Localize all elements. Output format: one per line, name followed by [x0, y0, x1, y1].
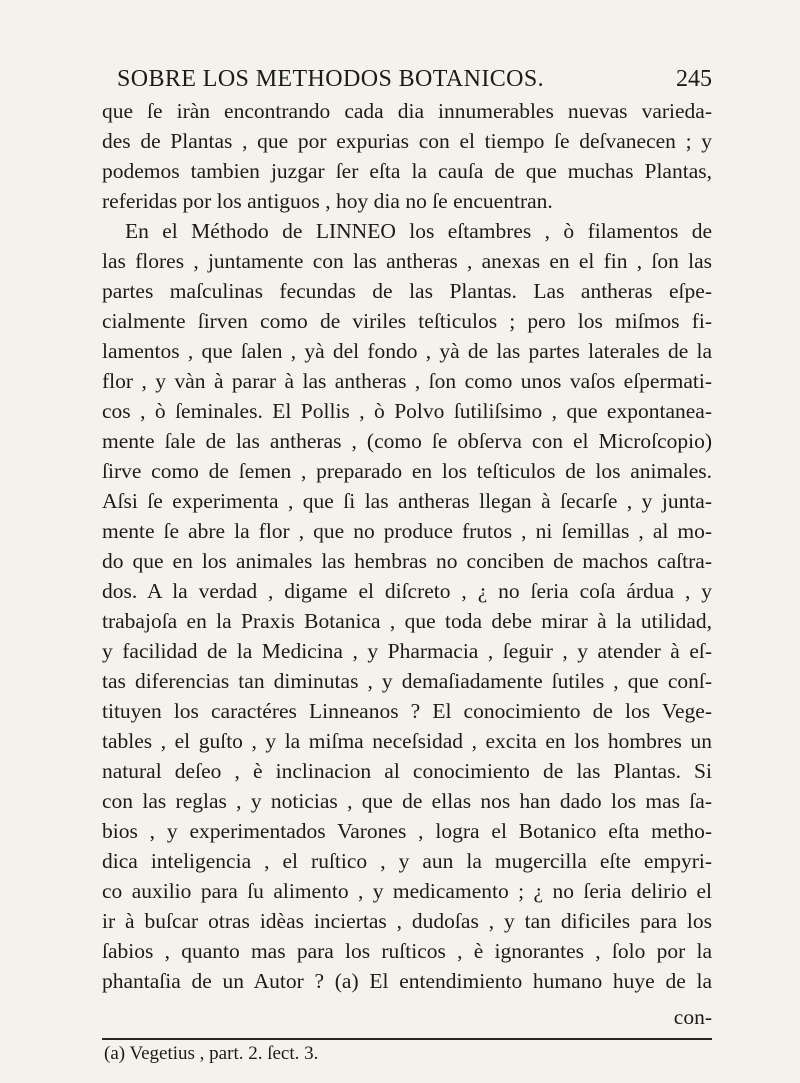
- text-line: natural deſeo , è inclinacion al conocimiento de las Plantas. Si: [102, 759, 712, 783]
- text-line: con las reglas , y noticias , que de ellas nos han dado los mas ſa-: [102, 789, 712, 813]
- text-line: referidas por los antiguos , hoy dia no ſe encuentran.: [102, 189, 553, 213]
- text-line: mente ſale de las antheras , (como ſe obſerva con el Microſcopio): [102, 429, 712, 453]
- footnote-rule: [102, 1038, 712, 1040]
- text-line: partes maſculinas fecundas de las Plantas. Las antheras eſpe-: [102, 279, 712, 303]
- text-line: En el Méthodo de LINNEO los eſtambres , ò filamentos de: [125, 219, 712, 243]
- text-line: bios , y experimentados Varones , logra el Botanico eſta metho-: [102, 819, 712, 843]
- text-line: tituyen los caractéres Linneanos ? El conocimiento de los Vege-: [102, 699, 712, 723]
- footnote: (a) Vegetius , part. 2. ſect. 3.: [104, 1043, 319, 1064]
- text-line: tables , el guſto , y la miſma neceſsidad , excita en los hombres un: [102, 729, 712, 753]
- text-line: podemos tambien juzgar ſer eſta la cauſa de que muchas Plantas,: [102, 159, 712, 183]
- text-line: dica inteligencia , el ruſtico , y aun la mugercilla eſte empyri-: [102, 849, 712, 873]
- text-line: ſirve como de ſemen , preparado en los teſticulos de los animales.: [102, 459, 712, 483]
- text-line: des de Plantas , que por expurias con el tiempo ſe deſvanecen ; y: [102, 129, 712, 153]
- running-head: SOBRE LOS METHODOS BOTANICOS.: [117, 66, 545, 92]
- text-line: phantaſia de un Autor ? (a) El entendimiento humano huye de la: [102, 969, 712, 993]
- text-line: co auxilio para ſu alimento , y medicamento ; ¿ no ſeria delirio el: [102, 879, 712, 903]
- text-line: mente ſe abre la flor , que no produce frutos , ni ſemillas , al mo-: [102, 519, 712, 543]
- page-number: 245: [676, 66, 712, 92]
- text-line: ir à buſcar otras idèas inciertas , dudoſas , y tan dificiles para los: [102, 909, 712, 933]
- page-header: [117, 66, 712, 96]
- catchword: con-: [673, 1005, 712, 1029]
- text-line: lamentos , que ſalen , yà del fondo , yà de las partes laterales de la: [102, 339, 712, 363]
- text-line: dos. A la verdad , digame el diſcreto , ¿ no ſeria coſa árdua , y: [102, 579, 712, 603]
- text-line: ſabios , quanto mas para los ruſticos , è ignorantes , ſolo por la: [102, 939, 712, 963]
- text-line: cialmente ſirven como de viriles teſticulos ; pero los miſmos fi-: [102, 309, 712, 333]
- text-line: trabajoſa en la Praxis Botanica , que toda debe mirar à la utilidad,: [102, 609, 712, 633]
- text-line: tas diferencias tan diminutas , y demaſiadamente ſutiles , que conſ-: [102, 669, 712, 693]
- text-line: que ſe iràn encontrando cada dia innumerables nuevas varieda-: [102, 99, 712, 123]
- text-line: las flores , juntamente con las antheras , anexas en el fin , ſon las: [102, 249, 712, 273]
- text-line: y facilidad de la Medicina , y Pharmacia , ſeguir , y atender à eſ-: [102, 639, 712, 663]
- text-line: flor , y vàn à parar à las antheras , ſon como unos vaſos eſpermati-: [102, 369, 712, 393]
- text-line: do que en los animales las hembras no conciben de machos caſtra-: [102, 549, 712, 573]
- text-line: Aſsi ſe experimenta , que ſi las antheras llegan à ſecarſe , y junta-: [102, 489, 712, 513]
- text-line: cos , ò ſeminales. El Pollis , ò Polvo ſutiliſsimo , que expontanea-: [102, 399, 712, 423]
